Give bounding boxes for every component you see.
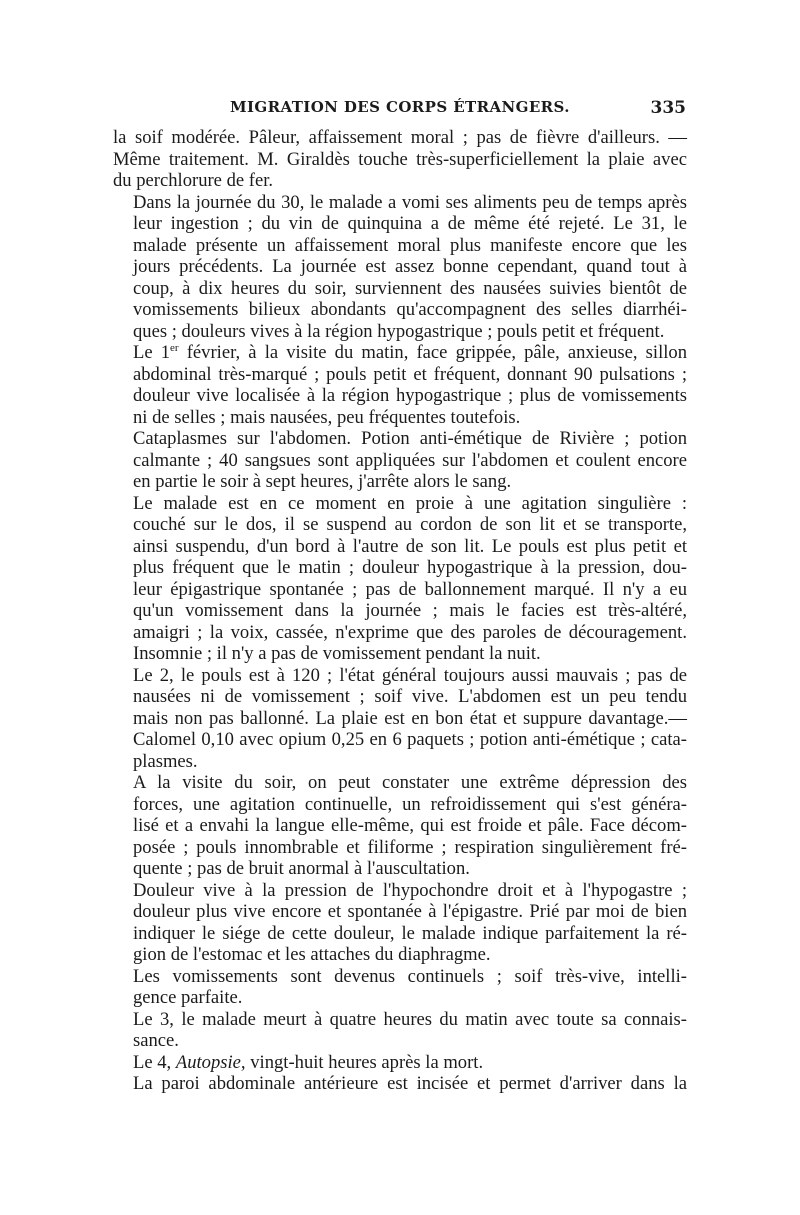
text-line: gion de l'estomac et les attaches du diaphragme. bbox=[133, 944, 491, 965]
text-line: lisé et a envahi la langue elle-même, qui est froide et pâle. Face décom- bbox=[133, 815, 687, 836]
autopsy-text: vingt-huit heures après la mort. bbox=[250, 1051, 484, 1073]
text-line: Douleur vive à la pression de l'hypochondre droit et à l'hypogastre ; bbox=[133, 879, 687, 901]
paragraph bbox=[113, 1073, 687, 1095]
text-line: sance. bbox=[133, 1030, 179, 1051]
text-line: abdominal très-marqué ; pouls petit et fréquent, donnant 90 pulsations ; bbox=[133, 363, 687, 385]
page-number: 335 bbox=[650, 98, 686, 118]
paragraph bbox=[113, 772, 687, 880]
paragraph bbox=[113, 966, 687, 1009]
text-line: douleur vive localisée à la région hypogastrique ; plus de vomissements bbox=[133, 385, 687, 406]
text-line: ques ; douleurs vives à la région hypogastrique ; pouls petit et fréquent. bbox=[133, 320, 665, 342]
text-line bbox=[113, 342, 687, 364]
date-february-superscript: er bbox=[170, 341, 179, 354]
running-title: MIGRATION DES CORPS ÉTRANGERS. bbox=[230, 98, 570, 116]
text-line: mais non pas ballonné. La plaie est en bon état et suppure davantage.— bbox=[133, 707, 687, 729]
autopsy-label: Autopsie, bbox=[175, 1051, 246, 1073]
text-line: ainsi suspendu, d'un bord à l'autre de son lit. Le pouls est plus petit et bbox=[133, 535, 687, 557]
text-line: Le malade est en ce moment en proie à une agitation singulière : bbox=[133, 492, 687, 514]
text-line: A la visite du soir, on peut constater une extrême dépression des bbox=[133, 772, 687, 793]
text-line: forces, une agitation continuelle, un refroidissement qui s'est généra- bbox=[133, 793, 687, 815]
text-line: Calomel 0,10 avec opium 0,25 en 6 paquets ; potion anti-émétique ; cata- bbox=[133, 729, 687, 750]
text-line: coup, à dix heures du soir, surviennent des nausées suivies bientôt de bbox=[133, 277, 687, 299]
text-line: Les vomissements sont devenus continuels ; soif très-vive, intelli- bbox=[133, 965, 687, 987]
paragraph bbox=[113, 428, 687, 493]
text-line: douleur plus vive encore et spontanée à l'épigastre. Prié par moi de bien bbox=[133, 901, 687, 922]
text-line: Insomnie ; il n'y a pas de vomissement pendant la nuit. bbox=[133, 643, 541, 664]
paragraph bbox=[113, 192, 687, 343]
paragraph bbox=[113, 1052, 687, 1074]
autopsy-prefix: Le 4, bbox=[133, 1051, 176, 1073]
text-line: Dans la journée du 30, le malade a vomi ses aliments peu de temps après bbox=[133, 191, 687, 213]
text-line: quente ; pas de bruit anormal à l'auscultation. bbox=[133, 858, 470, 879]
text-line: gence parfaite. bbox=[133, 987, 243, 1008]
running-header bbox=[112, 98, 686, 122]
text-line: la soif modérée. Pâleur, affaissement moral ; pas de fièvre d'ailleurs. — bbox=[113, 127, 687, 148]
date-february-prefix: Le 1 bbox=[133, 342, 171, 363]
text-line: vomissements bilieux abondants qu'accompagnent des selles diarrhéi- bbox=[133, 299, 687, 320]
text-line: indiquer le siége de cette douleur, le malade indique parfaitement la ré- bbox=[133, 922, 687, 944]
paragraph bbox=[113, 127, 687, 192]
text-line: jours précédents. La journée est assez bonne cependant, quand tout à bbox=[133, 256, 687, 277]
date-february-text: février, à la visite du matin, face grippée, pâle, anxieuse, sillon bbox=[186, 342, 687, 363]
text-line: plus fréquent que le matin ; douleur hypogastrique à la pression, dou- bbox=[133, 557, 687, 578]
text-line: couché sur le dos, il se suspend au cordon de son lit et se transporte, bbox=[133, 514, 687, 535]
text-line: calmante ; 40 sangsues sont appliquées sur l'abdomen et coulent encore bbox=[133, 449, 687, 471]
text-line: du perchlorure de fer. bbox=[113, 170, 274, 191]
paragraph bbox=[113, 665, 687, 773]
text-line: leur ingestion ; du vin de quinquina a de même été rejeté. Le 31, le bbox=[133, 213, 687, 234]
text-line: Même traitement. M. Giraldès touche très-superficiellement la plaie avec bbox=[113, 148, 687, 170]
text-line: qu'un vomissement dans la journée ; mais le facies est très-altéré, bbox=[133, 600, 687, 621]
text-line bbox=[113, 1052, 687, 1074]
text-line: Le 2, le pouls est à 120 ; l'état général toujours aussi mauvais ; pas de bbox=[133, 664, 687, 686]
text-line: malade présente un affaissement moral plus manifeste encore que les bbox=[133, 234, 687, 256]
text-line: plasmes. bbox=[133, 750, 198, 772]
paragraph bbox=[113, 1009, 687, 1052]
paragraph bbox=[113, 880, 687, 966]
text-line: Cataplasmes sur l'abdomen. Potion anti-émétique de Rivière ; potion bbox=[133, 428, 687, 449]
text-line: en partie le soir à sept heures, j'arrête alors le sang. bbox=[133, 471, 512, 492]
text-line: La paroi abdominale antérieure est incisée et permet d'arriver dans la bbox=[133, 1073, 687, 1094]
text-line: ni de selles ; mais nausées, peu fréquentes toutefois. bbox=[133, 406, 521, 428]
text-line: posée ; pouls innombrable et filiforme ; respiration singulièrement fré- bbox=[133, 836, 687, 858]
body-text bbox=[113, 127, 687, 1095]
text-line: nausées ni de vomissement ; soif vive. L'abdomen est un peu tendu bbox=[133, 686, 687, 707]
text-line: Le 3, le malade meurt à quatre heures du matin avec toute sa connais- bbox=[133, 1008, 687, 1030]
text-line: leur épigastrique spontanée ; pas de ballonnement marqué. Il n'y a eu bbox=[133, 578, 687, 600]
text-line: amaigri ; la voix, cassée, n'exprime que des paroles de découragement. bbox=[133, 621, 687, 643]
paragraph bbox=[113, 493, 687, 665]
paragraph bbox=[113, 342, 687, 428]
